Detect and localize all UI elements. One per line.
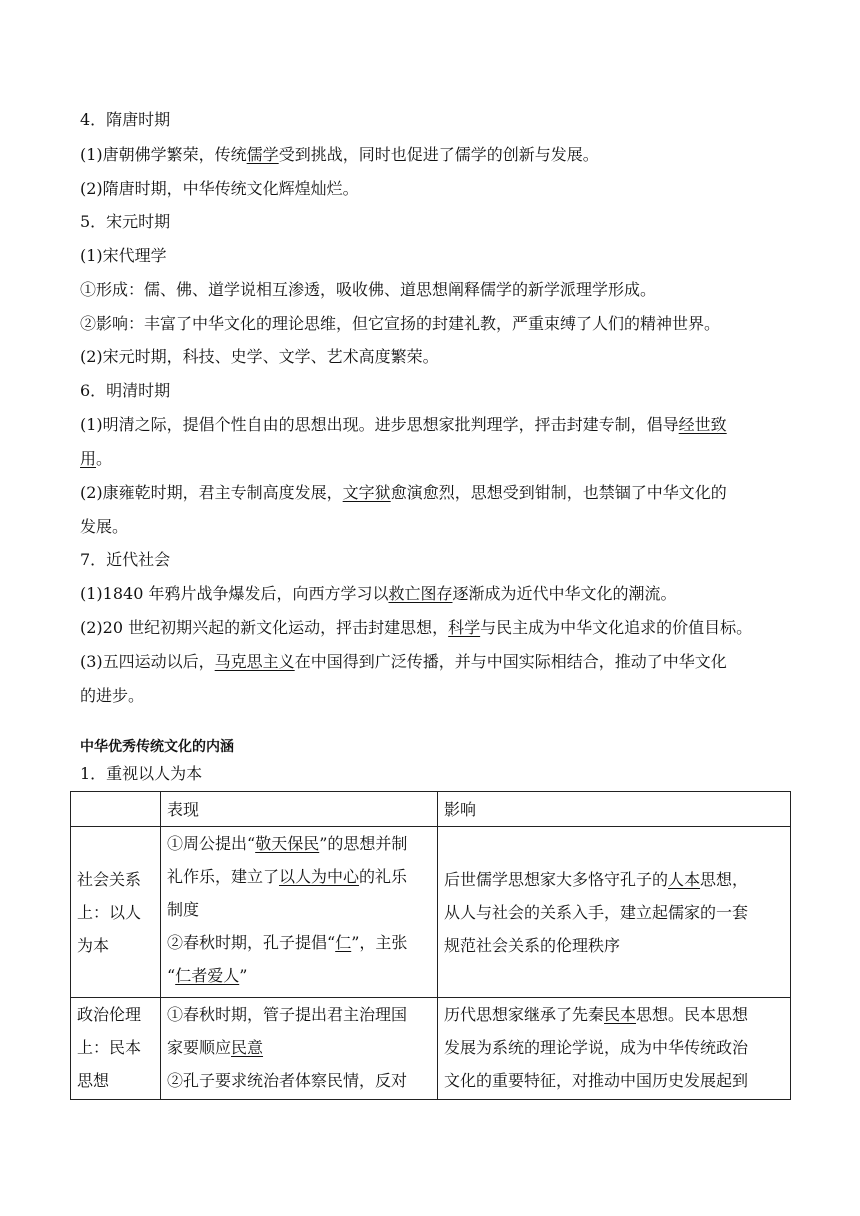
text-run: 思想， <box>700 869 749 889</box>
row-label-cell <box>71 998 161 1100</box>
row-label-line: 上：以人 <box>77 902 142 922</box>
underlined-term: 仁者爱人 <box>175 966 240 985</box>
cell-line <box>444 998 784 1031</box>
text-run: 后世儒学思想家大多恪守孔子的 <box>444 869 669 889</box>
paragraph-line <box>80 415 780 435</box>
underlined-term: 马克思主义 <box>214 652 295 671</box>
underlined-term: 文字狱 <box>342 483 391 502</box>
cell-line <box>167 1031 431 1064</box>
paragraph-line: (2)隋唐时期，中华传统文化辉煌灿烂。 <box>80 179 359 198</box>
expression-cell <box>161 827 438 998</box>
cell-line: 规范社会关系的伦理秩序 <box>444 935 621 955</box>
underlined-term: 经世致 <box>678 415 727 434</box>
row-label-line: 思想 <box>77 1071 110 1090</box>
cell-line <box>444 863 784 896</box>
row-label-line: 政治伦理 <box>77 1005 142 1024</box>
influence-cell <box>438 827 791 998</box>
paragraph-line: 的进步。 <box>80 686 145 705</box>
section-heading-modern: 7．近代社会 <box>80 550 171 569</box>
table-header-cell: 影响 <box>438 792 791 827</box>
cell-line: 发展为系统的理论学说，成为中华传统政治 <box>444 1038 749 1057</box>
text-run: (2)康雍乾时期，君主专制高度发展， <box>80 483 343 502</box>
section-heading-sui-tang: 4．隋唐时期 <box>80 110 171 129</box>
text-run: 愈演愈烈，思想受到钳制，也禁锢了中华文化的 <box>390 483 727 502</box>
table-header-row <box>71 792 791 827</box>
section-heading-song-yuan: 5．宋元时期 <box>80 212 171 231</box>
text-run: 的礼乐 <box>359 867 408 886</box>
text-run: 家要顺应 <box>167 1038 232 1057</box>
underlined-term: 人本 <box>668 869 701 889</box>
text-run: 。 <box>96 449 113 468</box>
underlined-term: 儒学 <box>246 145 279 164</box>
paragraph-line: (2)宋元时期，科技、史学、文学、艺术高度繁荣。 <box>80 347 439 366</box>
cell-line: 制度 <box>167 900 200 919</box>
text-run: ” <box>239 966 248 985</box>
text-run: 历代思想家继承了先秦 <box>444 1005 605 1024</box>
cell-line <box>167 959 431 992</box>
paragraph-line <box>80 449 780 469</box>
row-label-cell <box>71 827 161 998</box>
underlined-term: 民意 <box>231 1038 264 1057</box>
connotation-table <box>70 791 791 1100</box>
cell-line <box>167 860 431 893</box>
row-label-line: 社会关系 <box>77 869 142 889</box>
paragraph-line <box>80 145 780 165</box>
text-run: (1)明清之际，提倡个性自由的思想出现。进步思想家批判理学，抨击封建专制，倡导 <box>80 415 679 434</box>
text-run: (1)1840 年鸦片战争爆发后，向西方学习以 <box>80 584 389 603</box>
row-label-line: 为本 <box>77 935 110 955</box>
expression-cell <box>161 998 438 1100</box>
underlined-term: 敬天保民 <box>255 834 320 853</box>
paragraph-line <box>80 584 780 604</box>
table-row <box>71 998 791 1100</box>
text-run: 思想。民本思想 <box>636 1005 749 1024</box>
underlined-term: 以人为中心 <box>279 867 360 886</box>
influence-cell <box>438 998 791 1100</box>
paragraph-line <box>80 618 780 638</box>
cell-line: 从人与社会的关系入手，建立起儒家的一套 <box>444 902 749 922</box>
paragraph-line <box>80 652 780 672</box>
text-run: (3)五四运动以后， <box>80 652 215 671</box>
table-header-cell: 表现 <box>161 792 438 827</box>
paragraph-line: ②影响：丰富了中华文化的理论思维，但它宣扬的封建礼教，严重束缚了人们的精神世界。 <box>80 314 721 333</box>
text-run: (1)唐朝佛学繁荣，传统 <box>80 145 247 164</box>
text-run: ”，主张 <box>351 933 408 952</box>
paragraph-line: ①形成：儒、佛、道学说相互渗透，吸收佛、道思想阐释儒学的新学派理学形成。 <box>80 280 657 299</box>
text-run: “ <box>167 966 176 985</box>
cell-line <box>167 827 431 860</box>
text-run: 受到挑战，同时也促进了儒学的创新与发展。 <box>278 145 599 164</box>
row-label-line: 上：民本 <box>77 1038 142 1057</box>
cell-line <box>167 926 431 959</box>
paragraph-line <box>80 483 780 503</box>
text-run: 在中国得到广泛传播，并与中国实际相结合，推动了中华文化 <box>294 652 727 671</box>
text-run: 礼作乐，建立了 <box>167 867 280 886</box>
underlined-term: 仁 <box>335 933 352 952</box>
text-run: ②春秋时期，孔子提倡“ <box>167 933 336 952</box>
underlined-term: 用 <box>80 449 97 468</box>
table-header-cell <box>71 792 161 827</box>
table-row <box>71 827 791 998</box>
text-run: 与民主成为中华文化追求的价值目标。 <box>480 618 753 637</box>
connotation-title: 中华优秀传统文化的内涵 <box>80 739 234 755</box>
text-run: 逐渐成为近代中华文化的潮流。 <box>452 584 677 603</box>
underlined-term: 救亡图存 <box>388 584 453 603</box>
cell-line: ①春秋时期，管子提出君主治理国 <box>167 1005 408 1024</box>
text-run: (2)20 世纪初期兴起的新文化运动，抨击封建思想， <box>80 618 449 637</box>
section-heading-ming-qing: 6．明清时期 <box>80 381 171 400</box>
paragraph-line: 发展。 <box>80 517 129 536</box>
paragraph-line: (1)宋代理学 <box>80 246 167 265</box>
underlined-term: 科学 <box>448 618 481 637</box>
subheading: 1．重视以人为本 <box>80 764 203 783</box>
text-run: ”的思想并制 <box>319 834 408 853</box>
cell-line: 文化的重要特征，对推动中国历史发展起到 <box>444 1071 749 1090</box>
text-run: ①周公提出“ <box>167 834 256 853</box>
cell-line: ②孔子要求统治者体察民情，反对 <box>167 1071 408 1090</box>
underlined-term: 民本 <box>604 1005 637 1024</box>
